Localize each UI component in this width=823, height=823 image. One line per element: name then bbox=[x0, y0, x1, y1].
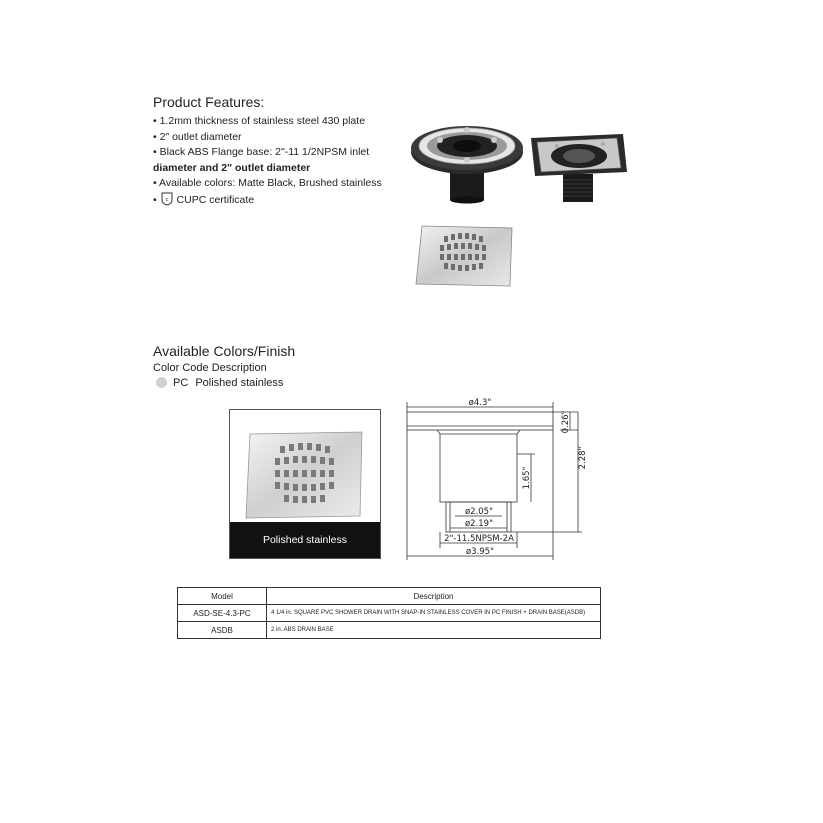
dim-inner-diameter: ø2.05" bbox=[464, 507, 494, 517]
feature-item: • 2" outlet diameter bbox=[153, 130, 242, 143]
cert-text: CUPC certificate bbox=[176, 193, 255, 206]
swatch-name: Polished stainless bbox=[195, 377, 284, 389]
dim-thread: 2"-11.5NPSM-2A bbox=[444, 534, 514, 544]
feature-item: • 1.2mm thickness of stainless steel 430 plate bbox=[153, 115, 366, 127]
swatch-code: PC bbox=[173, 377, 189, 389]
dim-total-height: 2.28" bbox=[578, 446, 588, 470]
cupc-logo-icon bbox=[160, 192, 174, 212]
dim-base-diameter: ø3.95" bbox=[465, 547, 495, 557]
finish-card bbox=[229, 409, 381, 559]
table-header-row bbox=[178, 588, 601, 605]
table-row bbox=[178, 622, 601, 639]
row-model: ASDB bbox=[178, 622, 267, 639]
finish-cover-image bbox=[244, 428, 366, 527]
header-description: Description bbox=[267, 588, 601, 605]
cover-plate-photo bbox=[414, 222, 516, 295]
row-model: ASD-SE-4.3-PC bbox=[178, 605, 267, 622]
dim-body-height: 1.65" bbox=[522, 466, 532, 490]
finish-label: Polished stainless bbox=[230, 522, 380, 558]
technical-drawing bbox=[400, 398, 590, 569]
features-list bbox=[153, 114, 413, 211]
features-title: Product Features: bbox=[153, 94, 265, 110]
feature-item: • Black ABS Flange base: 2"-11 1/2NPSM inlet bbox=[153, 146, 370, 158]
color-swatch-row bbox=[156, 377, 283, 389]
colors-subtitle: Color Code Description bbox=[153, 362, 267, 374]
drain-base-photo bbox=[408, 112, 528, 209]
dim-flange-height: 0.26" bbox=[561, 410, 571, 434]
cert-bullet: • bbox=[153, 193, 157, 206]
feature-item-cert bbox=[153, 192, 413, 212]
feature-item: diameter and 2" outlet diameter bbox=[153, 161, 311, 174]
row-description: 4 1/4 in. SQUARE PVC SHOWER DRAIN WITH SNAP-IN STAINLESS COVER IN PC FINISH + DRAIN BASE(ASDB) bbox=[267, 605, 601, 622]
row-description: 2 in. ABS DRAIN BASE bbox=[267, 622, 601, 639]
header-model: Model bbox=[178, 588, 267, 605]
table-row bbox=[178, 605, 601, 622]
feature-item: • Available colors: Matte Black, Brushed stainless bbox=[153, 177, 382, 189]
colors-title: Available Colors/Finish bbox=[153, 343, 296, 359]
spec-table bbox=[177, 587, 601, 639]
square-drain-photo bbox=[527, 132, 629, 209]
svg-text:c: c bbox=[165, 196, 168, 203]
dim-outer-diameter: ø2.19" bbox=[464, 519, 494, 529]
dim-top-diameter: ø4.3" bbox=[468, 398, 492, 408]
swatch-dot-icon bbox=[156, 377, 167, 388]
